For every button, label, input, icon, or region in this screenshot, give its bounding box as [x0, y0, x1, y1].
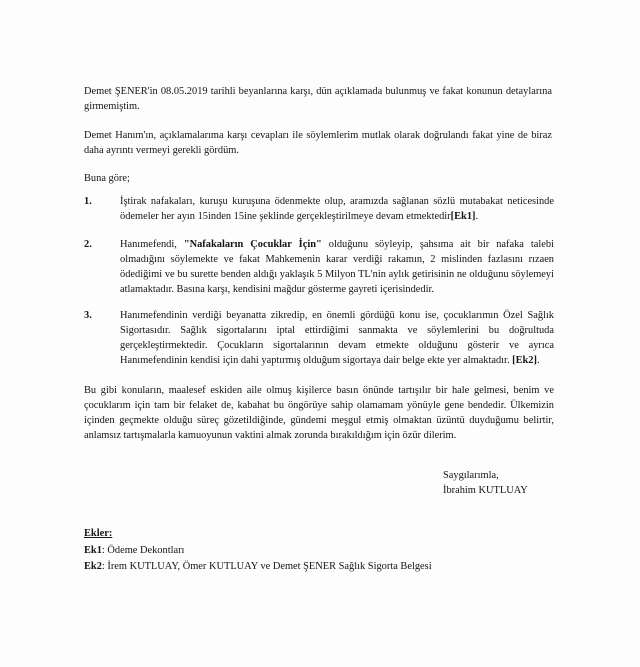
attachments-title: Ekler:: [84, 528, 113, 539]
attachment-item: [84, 543, 184, 558]
item-1-number: 1.: [84, 196, 92, 207]
attachment-label: Ek1: [84, 545, 102, 556]
item-1-body: İştirak nafakaları, kuruşu kuruşuna ödenmekte olup, aramızda sağlanan sözlü mutabakat neticesinde ödemeler her ayın 15inden 15ine şeklinde gerçekleştirilmeye devam etmektedir: [120, 196, 554, 222]
closing-paragraph: Bu gibi konuların, maalesef eskiden aile olmuş kişilerce basın önünde tartışılır bir hale gelmesi, benim ve çocuklarım için tam bir felaket de, kabahat bu öngörüye sahip olamamam yönüyle gene bendedir. Ülkemizin içinden geçmekte olduğu süreç gözetildiğinde, gündemi meşgul etmiş olmaktan üzüntü duyduğumu belirtir, anlamsız tartışmalarla kamuoyunun vaktini almak zorunda bırakıldığım için özür dilerim.: [84, 385, 554, 441]
intro-paragraph-1: Demet ŞENER'in 08.05.2019 tarihli beyanlarına karşı, dün açıklamada bulunmuş ve fakat konunun detaylarına girmemiştim.: [84, 86, 552, 112]
intro-paragraph-3: Buna göre;: [84, 173, 130, 184]
item-1-text: [120, 194, 554, 224]
item-2-number: 2.: [84, 239, 92, 250]
item-3-text: [120, 308, 554, 368]
item-3-reference: [Ek2]: [512, 355, 537, 366]
intro-paragraph-2: Demet Hanım'ın, açıklamalarıma karşı cevapları ile söylemlerim mutlak olarak doğrulandı fakat yine de biraz daha ayrıntı vermeyi gerekli gördüm.: [84, 130, 552, 156]
item-3-body: Hanımefendinin verdiği beyanatta zikredip, en önemli gördüğü konu ise, çocuklarımın Özel Sağlık Sigortasıdır. Sağlık sigortalarını iptal ettirdiğimi sanmakta ve söylemlerini bu doğrultuda gerçekleştirmektedir. Çocukların sigortalarının devam etmekte olduğunu gösterir ve ayrıca Hanımefendinin kendisi için dahi yaptırmış olduğum sigortaya dair belge ekte yer almaktadır.: [120, 310, 554, 366]
item-2-body-end: olduğunu söyleyip, şahsıma ait bir nafaka talebi olmadığını söylemekte ve fakat Mahkemenin karar verdiği rakamın, 2 mislinden fazlasını rızaen ödediğimi ve bu surette benden aldığı yaklaşık 5 Milyon TL'nin aylık getirisinin ne olduğunu söylemeyi atlamaktadır. Basına karşı, kendisini mağdur gösterme gayreti içerisindedir.: [120, 239, 554, 295]
item-2-text: [120, 237, 554, 297]
attachment-text: : Ödeme Dekontları: [101, 545, 185, 556]
attachment-item: [84, 559, 432, 574]
signature-greeting: Saygılarımla,: [443, 470, 499, 481]
attachment-label: Ek2: [84, 561, 102, 572]
item-1-reference: [Ek1]: [450, 211, 476, 222]
item-3-end: .: [536, 355, 540, 366]
item-2-body-start: Hanımefendi,: [120, 239, 184, 250]
signature-name: İbrahim KUTLUAY: [443, 485, 528, 496]
item-1-end: .: [475, 211, 479, 222]
item-2-quote: "Nafakaların Çocuklar İçin": [183, 239, 322, 250]
item-3-number: 3.: [84, 310, 92, 321]
attachment-text: : İrem KUTLUAY, Ömer KUTLUAY ve Demet ŞENER Sağlık Sigorta Belgesi: [101, 561, 432, 572]
